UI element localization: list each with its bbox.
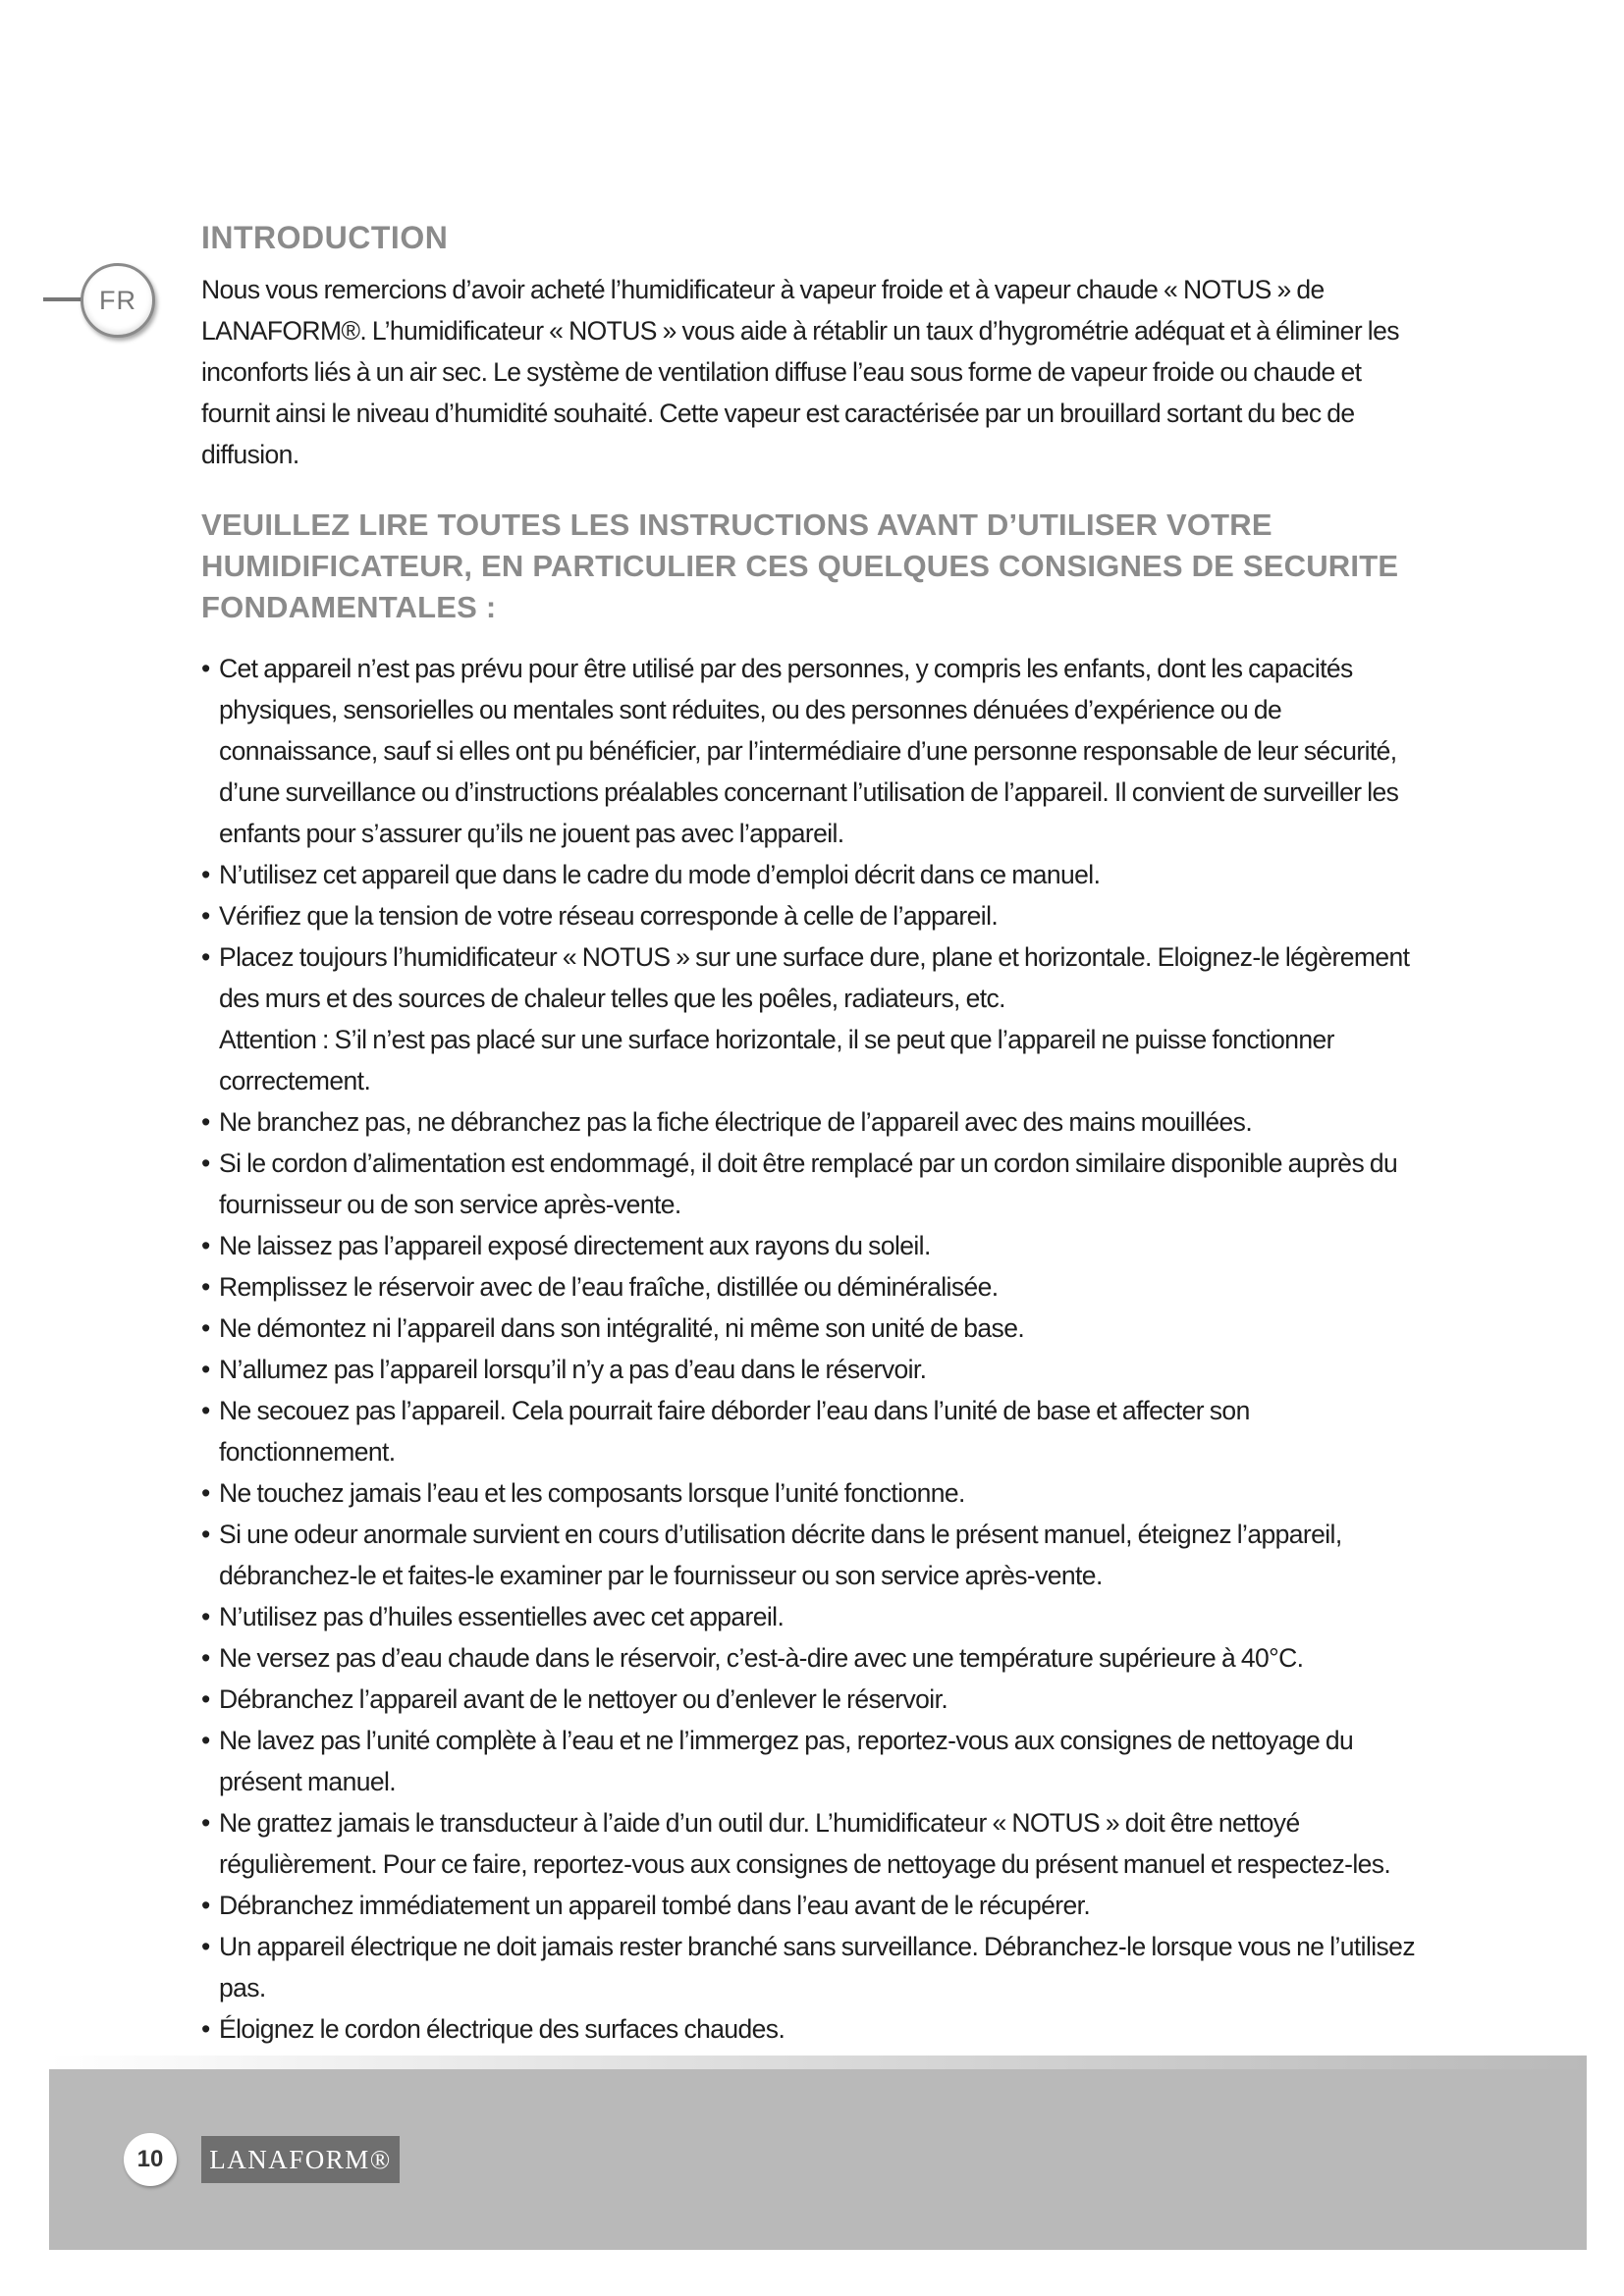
safety-item xyxy=(201,1637,1419,1679)
safety-item-text: N’utilisez cet appareil que dans le cadre du mode d’emploi décrit dans ce manuel. xyxy=(219,860,1101,889)
language-badge: FR xyxy=(81,263,155,338)
safety-item xyxy=(201,1514,1419,1596)
safety-item xyxy=(201,1390,1419,1472)
safety-list xyxy=(201,648,1419,2132)
language-tab xyxy=(43,263,171,342)
safety-item-text: Placez toujours l’humidificateur « NOTUS » sur une surface dure, plane et horizontale. Eloignez-le légèrement des murs et des sources de chaleur telles que les poêles, radiateurs, etc. xyxy=(219,942,1410,1013)
bullet-icon: • xyxy=(201,1643,210,1673)
safety-item-text: Cet appareil n’est pas prévu pour être utilisé par des personnes, y compris les enfants, dont les capacités physiques, sensorielles ou mentales sont réduites, ou des personnes dénuées d’expérience ou de connaissance, sauf si elles ont pu bénéficier, par l’intermédiaire d’une personne responsable de leur sécurité, d’une surveillance ou d’instructions préalables concernant l’utilisation de l’appareil. Il convient de surveiller les enfants pour s’assurer qu’ils ne jouent pas avec l’appareil. xyxy=(219,654,1399,848)
bullet-icon: • xyxy=(201,1602,210,1631)
safety-item xyxy=(201,1885,1419,1926)
bullet-icon: • xyxy=(201,1396,210,1425)
page-number: 10 xyxy=(124,2133,177,2186)
safety-item xyxy=(201,1101,1419,1143)
bullet-icon: • xyxy=(201,1231,210,1260)
safety-item-text: Si une odeur anormale survient en cours d’utilisation décrite dans le présent manuel, éteignez l’appareil, débranchez-le et faites-le examiner par le fournisseur ou son service après-vente. xyxy=(219,1520,1342,1590)
safety-item xyxy=(201,1596,1419,1637)
safety-item-text: Ne secouez pas l’appareil. Cela pourrait faire déborder l’eau dans l’unité de base et affecter son fonctionnement. xyxy=(219,1396,1250,1467)
bullet-icon: • xyxy=(201,1272,210,1302)
safety-item xyxy=(201,648,1419,854)
safety-item xyxy=(201,1308,1419,1349)
safety-item xyxy=(201,1720,1419,1802)
safety-item-text: Si le cordon d’alimentation est endommagé, il doit être remplacé par un cordon similaire disponible auprès du fournisseur ou de son service après-vente. xyxy=(219,1148,1398,1219)
safety-item-text: Débranchez immédiatement un appareil tombé dans l’eau avant de le récupérer. xyxy=(219,1891,1091,1920)
safety-item xyxy=(201,854,1419,895)
bullet-icon: • xyxy=(201,1478,210,1508)
safety-item xyxy=(201,1225,1419,1266)
safety-item xyxy=(201,1802,1419,1885)
bullet-icon: • xyxy=(201,1684,210,1714)
safety-item xyxy=(201,1679,1419,1720)
bullet-icon: • xyxy=(201,860,210,889)
intro-heading: INTRODUCTION xyxy=(201,220,449,255)
footer-divider xyxy=(49,2056,1587,2069)
bullet-icon: • xyxy=(201,1891,210,1920)
safety-item xyxy=(201,1349,1419,1390)
safety-item xyxy=(201,1143,1419,1225)
brand-logo: LANAFORM® xyxy=(201,2136,400,2183)
bullet-icon: • xyxy=(201,901,210,931)
safety-item-text: Ne grattez jamais le transducteur à l’aide d’un outil dur. L’humidificateur « NOTUS » doit être nettoyé régulièrement. Pour ce faire, reportez-vous aux consignes de nettoyage du présent manuel et respectez-les. xyxy=(219,1808,1391,1879)
safety-item-text: Ne lavez pas l’unité complète à l’eau et ne l’immergez pas, reportez-vous aux consignes de nettoyage du présent manuel. xyxy=(219,1726,1354,1796)
safety-item-text: Ne laissez pas l’appareil exposé directement aux rayons du soleil. xyxy=(219,1231,931,1260)
bullet-icon: • xyxy=(201,2014,210,2044)
safety-item xyxy=(201,895,1419,936)
safety-item-text: Ne démontez ni l’appareil dans son intégralité, ni même son unité de base. xyxy=(219,1313,1025,1343)
intro-paragraph: Nous vous remercions d’avoir acheté l’humidificateur à vapeur froide et à vapeur chaude « NOTUS » de LANAFORM®. L’humidificateur « NOTUS » vous aide à rétablir un taux d’hygrométrie adéquat et à éliminer les inconforts liés à un air sec. Le système de ventilation diffuse l’eau sous forme de vapeur froide ou chaude et fournit ainsi le niveau d’humidité souhaité. Cette vapeur est caractérisée par un brouillard sortant du bec de diffusion. xyxy=(201,275,1399,469)
safety-item-text: Un appareil électrique ne doit jamais rester branché sans surveillance. Débranchez-le lorsque vous ne l’utilisez pas. xyxy=(219,1932,1415,2002)
safety-item xyxy=(201,1926,1419,2008)
safety-item-text: Vérifiez que la tension de votre réseau corresponde à celle de l’appareil. xyxy=(219,901,999,931)
safety-item xyxy=(201,1266,1419,1308)
safety-item-text: Éloignez le cordon électrique des surfaces chaudes. xyxy=(219,2014,785,2044)
safety-item xyxy=(201,1472,1419,1514)
safety-heading: VEUILLEZ LIRE TOUTES LES INSTRUCTIONS AVANT D’UTILISER VOTRE HUMIDIFICATEUR, EN PARTICULIER CES QUELQUES CONSIGNES DE SECURITE FONDAMENTALES : xyxy=(201,507,1399,624)
language-tab-connector xyxy=(43,297,84,301)
safety-item-text: Remplissez le réservoir avec de l’eau fraîche, distillée ou déminéralisée. xyxy=(219,1272,999,1302)
attention-note: Attention : S’il n’est pas placé sur une surface horizontale, il se peut que l’appareil ne puisse fonctionner correctement. xyxy=(219,1025,1334,1095)
bullet-icon: • xyxy=(201,1107,210,1137)
safety-item xyxy=(201,2008,1419,2050)
bullet-icon: • xyxy=(201,1726,210,1755)
page-content xyxy=(201,218,1419,2132)
safety-item-text: Ne touchez jamais l’eau et les composants lorsque l’unité fonctionne. xyxy=(219,1478,965,1508)
safety-item-text: N’allumez pas l’appareil lorsqu’il n’y a pas d’eau dans le réservoir. xyxy=(219,1355,927,1384)
bullet-icon: • xyxy=(201,654,210,683)
safety-item-text: N’utilisez pas d’huiles essentielles avec cet appareil. xyxy=(219,1602,785,1631)
safety-item-text: Débranchez l’appareil avant de le nettoyer ou d’enlever le réservoir. xyxy=(219,1684,948,1714)
bullet-icon: • xyxy=(201,1808,210,1838)
bullet-icon: • xyxy=(201,1355,210,1384)
bullet-icon: • xyxy=(201,1148,210,1178)
bullet-icon: • xyxy=(201,942,210,972)
safety-item-text: Ne branchez pas, ne débranchez pas la fiche électrique de l’appareil avec des mains mouillées. xyxy=(219,1107,1253,1137)
bullet-icon: • xyxy=(201,1932,210,1961)
safety-item-text: Ne versez pas d’eau chaude dans le réservoir, c’est-à-dire avec une température supérieure à 40°C. xyxy=(219,1643,1304,1673)
bullet-icon: • xyxy=(201,1313,210,1343)
safety-item xyxy=(201,936,1419,1101)
bullet-icon: • xyxy=(201,1520,210,1549)
